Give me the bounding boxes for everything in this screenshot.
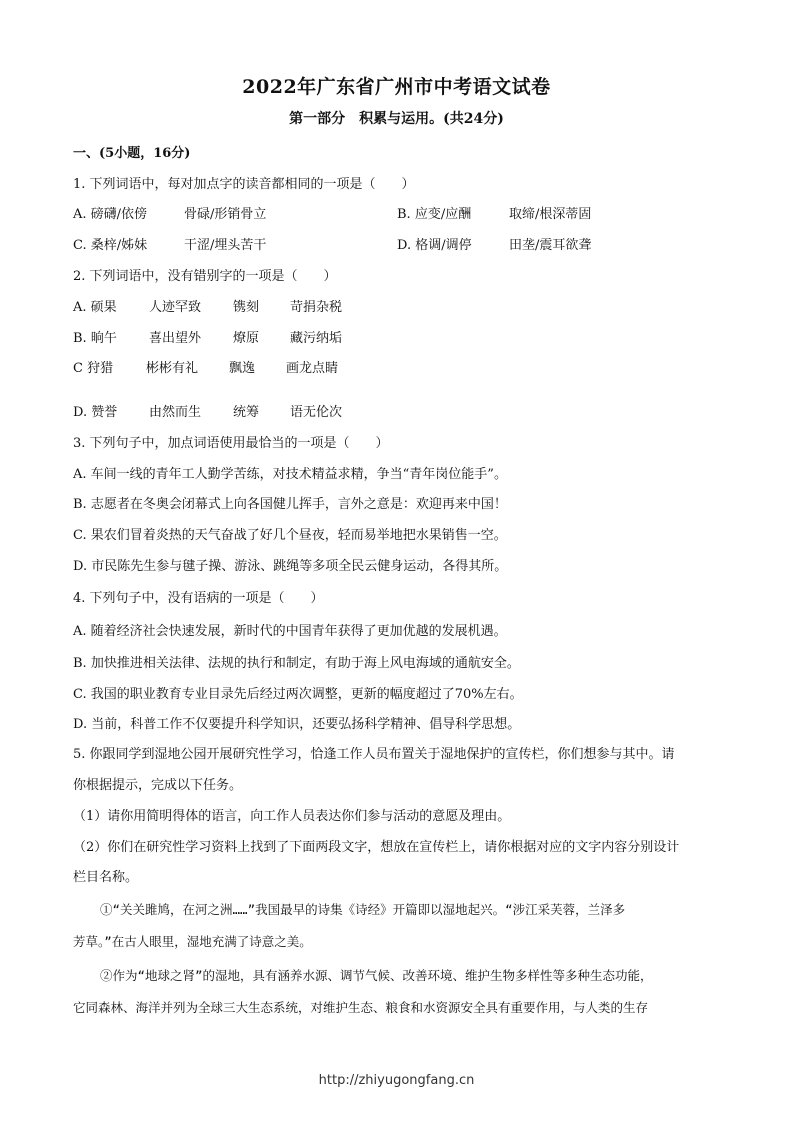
q3-option-a: A. 车间一线的青年工人勤学苦练，对技术精益求精，争当“青年岗位能手”。 — [73, 467, 507, 482]
q1-option-c-part1: C. 桑梓/姊妹 — [73, 238, 148, 253]
passage-2-line2: 它同森林、海洋并列为全球三大生态系统，对维护生态、粮食和水资源安全具有重要作用，与人类的生存 — [73, 1000, 649, 1015]
question-3-stem: 3. 下列句子中，加点词语使用最恰当的一项是（ ） — [73, 436, 389, 451]
q4-option-a: A. 随着经济社会快速发展，新时代的中国青年获得了更加优越的发展机遇。 — [73, 624, 507, 639]
q2-option-a-word2: 人迹罕致 — [149, 300, 202, 315]
q2-option-d-word4: 语无伦次 — [290, 405, 343, 420]
question-2-stem: 2. 下列词语中，没有错别字的一项是（ ） — [73, 269, 337, 284]
q3-option-d: D. 市民陈先生参与毽子操、游泳、跳绳等多项全民云健身运动，各得其所。 — [73, 559, 508, 574]
q1-option-d-part1: D. 格调/调停 — [397, 238, 472, 253]
passage-1-line2: 芳草。”在古人眼里，湿地充满了诗意之美。 — [73, 934, 312, 949]
q2-option-c-word3: 飘逸 — [229, 361, 256, 376]
footer-url: http://zhiyugongfang.cn — [318, 1073, 475, 1088]
q5-task-1: （1）请你用简明得体的语言，向工作人员表达你们参与活动的意愿及理由。 — [73, 809, 511, 824]
passage-2-line1: ②作为“地球之肾”的湿地，具有涵养水源、调节气候、改善环境、维护生物多样性等多种生态功能， — [100, 968, 653, 983]
q3-option-b: B. 志愿者在冬奥会闭幕式上向各国健儿挥手，言外之意是：欢迎再来中国！ — [73, 497, 507, 512]
question-5-stem-line1: 5. 你跟同学到湿地公园开展研究性学习，恰逢工作人员布置关于湿地保护的宣传栏，你们想参与其中。请 — [73, 747, 675, 762]
q2-option-b-word2: 喜出望外 — [149, 331, 202, 346]
q1-option-d-part2: 田垄/震耳欲聋 — [509, 238, 592, 253]
q1-option-c-part2: 干涩/埋头苦干 — [184, 238, 267, 253]
q1-option-a-part2: 骨碌/形销骨立 — [184, 207, 267, 222]
q2-option-a-word3: 镌刻 — [233, 300, 260, 315]
q2-option-d-word2: 由然而生 — [149, 405, 202, 420]
q1-option-b-part1: B. 应变/应酬 — [397, 207, 472, 222]
q1-option-a-part1: A. 磅礴/依傍 — [73, 207, 148, 222]
q3-option-c: C. 果农们冒着炎热的天气奋战了好几个昼夜，轻而易举地把水果销售一空。 — [73, 528, 507, 543]
q4-option-c: C. 我国的职业教育专业目录先后经过两次调整，更新的幅度超过了70%左右。 — [73, 687, 523, 702]
question-4-stem: 4. 下列句子中，没有语病的一项是（ ） — [73, 591, 324, 606]
q2-option-c-word4: 画龙点睛 — [286, 361, 339, 376]
section-heading: 一、(5小题，16分) — [73, 146, 191, 161]
q4-option-d: D. 当前，科普工作不仅要提升科学知识，还要弘扬科学精神、倡导科学思想。 — [73, 717, 521, 732]
question-1-stem: 1. 下列词语中，每对加点字的读音都相同的一项是（ ） — [73, 177, 415, 192]
question-5-stem-line2: 你根据提示，完成以下任务。 — [73, 778, 243, 793]
q4-option-b: B. 加快推进相关法律、法规的执行和制定，有助于海上风电海域的通航安全。 — [73, 656, 520, 671]
q2-option-d-word1: D. 赞誉 — [73, 405, 118, 420]
q2-option-b-word1: B. 晌午 — [73, 331, 117, 346]
q5-task-2-line1: （2）你们在研究性学习资料上找到了下面两段文字，想放在宣传栏上，请你根据对应的文字内容分别设计 — [73, 840, 680, 855]
q1-option-b-part2: 取缔/根深蒂固 — [509, 207, 592, 222]
page-title: 2022年广东省广州市中考语文试卷 — [242, 76, 551, 98]
q2-option-b-word4: 藏污纳垢 — [290, 331, 343, 346]
q2-option-d-word3: 统筹 — [233, 405, 260, 420]
q2-option-c-word2: 彬彬有礼 — [146, 361, 199, 376]
q2-option-a-word1: A. 硕果 — [73, 300, 117, 315]
q5-task-2-line2: 栏目名称。 — [73, 870, 139, 885]
q2-option-a-word4: 苛捐杂税 — [290, 300, 343, 315]
q2-option-c-word1: C 狩猎 — [73, 361, 114, 376]
passage-1-line1: ①“关关雎鸠，在河之洲……”我国最早的诗集《诗经》开篇即以湿地起兴。“涉江采芙蓉，兰泽多 — [100, 902, 626, 917]
q2-option-b-word3: 燎原 — [233, 331, 260, 346]
part-subtitle: 第一部分 积累与运用。(共24分) — [289, 111, 504, 127]
